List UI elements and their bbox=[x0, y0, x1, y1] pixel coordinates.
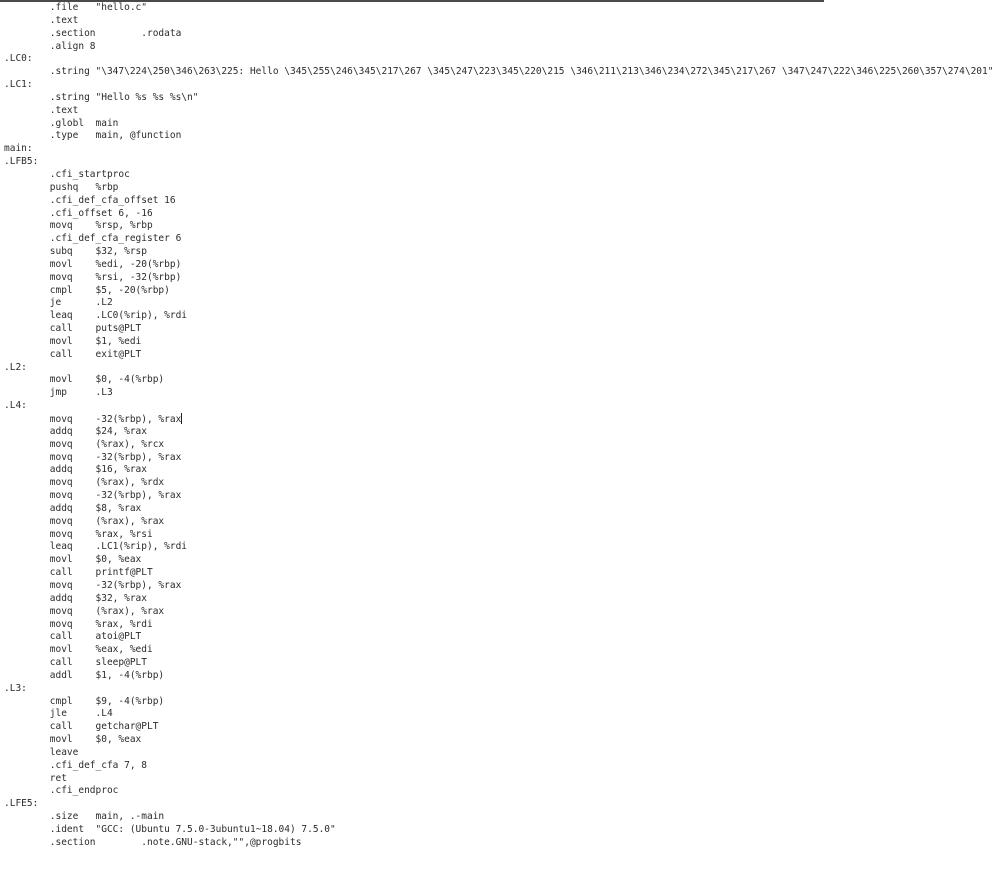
code-line-text: jmp .L3 bbox=[4, 387, 113, 399]
code-line-text: movl $1, %edi bbox=[4, 335, 142, 347]
code-line[interactable] bbox=[4, 310, 993, 323]
code-line[interactable] bbox=[4, 362, 993, 375]
text-cursor bbox=[181, 413, 182, 424]
code-line[interactable] bbox=[4, 734, 993, 747]
code-line-text: leave bbox=[4, 746, 79, 758]
code-line[interactable] bbox=[4, 567, 993, 580]
code-line[interactable] bbox=[4, 413, 993, 426]
code-line-text: movq -32(%rbp), %rax bbox=[4, 414, 182, 425]
code-line-text: call exit@PLT bbox=[4, 348, 142, 360]
code-line-text: movq (%rax), %rax bbox=[4, 605, 165, 617]
code-line-text: call sleep@PLT bbox=[4, 657, 147, 669]
code-line-text: .LFE5: bbox=[4, 798, 39, 810]
code-line[interactable] bbox=[4, 297, 993, 310]
code-line-text: .cfi_def_cfa_offset 16 bbox=[4, 194, 176, 206]
code-line-text: movl $0, %eax bbox=[4, 554, 142, 566]
code-line-text: .cfi_def_cfa 7, 8 bbox=[4, 759, 147, 771]
code-line-text: addq $16, %rax bbox=[4, 464, 147, 476]
code-line-text: movq -32(%rbp), %rax bbox=[4, 451, 182, 463]
code-line-text: .LC0: bbox=[4, 53, 33, 65]
code-line[interactable] bbox=[4, 143, 993, 156]
code-line[interactable] bbox=[4, 477, 993, 490]
code-line-text: .string "\347\224\250\346\263\225: Hello \345\255\246\345\217\267 \345\247\223\345\220\215 \346\211\213\346\234\272\345\217\267 \347\247\222\346\225\260\357\274\201" bbox=[4, 66, 993, 78]
code-line-text: .file "hello.c" bbox=[4, 2, 147, 13]
code-line[interactable] bbox=[4, 208, 993, 221]
code-line[interactable] bbox=[4, 79, 993, 92]
code-line[interactable] bbox=[4, 272, 993, 285]
code-line[interactable] bbox=[4, 246, 993, 259]
code-line[interactable] bbox=[4, 554, 993, 567]
code-line-text: .cfi_offset 6, -16 bbox=[4, 207, 153, 219]
code-line-text: addq $24, %rax bbox=[4, 425, 147, 437]
code-line-text: .section .rodata bbox=[4, 27, 182, 39]
code-line-text: movl $0, -4(%rbp) bbox=[4, 374, 165, 386]
code-line-text: movq %rax, %rsi bbox=[4, 528, 153, 540]
code-line-text: movq (%rax), %rax bbox=[4, 515, 165, 527]
code-line[interactable] bbox=[4, 760, 993, 773]
code-line-text: pushq %rbp bbox=[4, 181, 119, 193]
code-line-text: movq %rax, %rdi bbox=[4, 618, 153, 630]
code-line-text: movl %eax, %edi bbox=[4, 644, 153, 656]
code-line[interactable] bbox=[4, 387, 993, 400]
code-line-text: .cfi_startproc bbox=[4, 168, 130, 180]
code-line-text: .LFB5: bbox=[4, 156, 39, 168]
code-line[interactable] bbox=[4, 66, 993, 79]
code-line[interactable] bbox=[4, 683, 993, 696]
code-line[interactable] bbox=[4, 541, 993, 554]
code-line[interactable] bbox=[4, 220, 993, 233]
code-line[interactable] bbox=[4, 41, 993, 54]
code-line[interactable] bbox=[4, 28, 993, 41]
code-line[interactable] bbox=[4, 374, 993, 387]
code-line[interactable] bbox=[4, 747, 993, 760]
code-line-text: movq -32(%rbp), %rax bbox=[4, 579, 182, 591]
code-line[interactable] bbox=[4, 773, 993, 786]
code-line-text: movl $0, %eax bbox=[4, 734, 142, 746]
code-line[interactable] bbox=[4, 118, 993, 131]
code-line[interactable] bbox=[4, 824, 993, 837]
code-line[interactable] bbox=[4, 644, 993, 657]
code-line[interactable] bbox=[4, 593, 993, 606]
code-line-text: .L4: bbox=[4, 400, 27, 412]
code-line[interactable] bbox=[4, 721, 993, 734]
code-line-text: movq %rsi, -32(%rbp) bbox=[4, 271, 182, 283]
code-line[interactable] bbox=[4, 53, 993, 66]
code-line[interactable] bbox=[4, 657, 993, 670]
code-line-text: .section .note.GNU-stack,"",@progbits bbox=[4, 836, 302, 848]
code-line-text: .ident "GCC: (Ubuntu 7.5.0-3ubuntu1~18.04) 7.5.0" bbox=[4, 824, 336, 835]
code-line[interactable] bbox=[4, 426, 993, 439]
code-line[interactable] bbox=[4, 837, 993, 850]
code-line[interactable] bbox=[4, 464, 993, 477]
code-line[interactable] bbox=[4, 798, 993, 811]
code-line-text: cmpl $5, -20(%rbp) bbox=[4, 284, 170, 296]
code-line-text: jle .L4 bbox=[4, 708, 113, 720]
code-line-text: .L3: bbox=[4, 682, 27, 694]
code-area[interactable] bbox=[4, 2, 993, 850]
code-line[interactable] bbox=[4, 349, 993, 362]
code-line[interactable] bbox=[4, 130, 993, 143]
code-line[interactable] bbox=[4, 811, 993, 824]
code-line-text: .LC1: bbox=[4, 79, 33, 91]
code-line[interactable] bbox=[4, 400, 993, 413]
code-line-text: .cfi_endproc bbox=[4, 785, 119, 797]
code-line-text: movl %edi, -20(%rbp) bbox=[4, 258, 182, 270]
code-line[interactable] bbox=[4, 503, 993, 516]
code-line[interactable] bbox=[4, 439, 993, 452]
code-line[interactable] bbox=[4, 708, 993, 721]
code-line[interactable] bbox=[4, 516, 993, 529]
code-line-text: .text bbox=[4, 104, 79, 116]
code-line[interactable] bbox=[4, 323, 993, 336]
code-line-text: cmpl $9, -4(%rbp) bbox=[4, 695, 165, 707]
code-line-text: call puts@PLT bbox=[4, 323, 142, 335]
code-line[interactable] bbox=[4, 285, 993, 298]
code-line-text: .size main, .-main bbox=[4, 811, 165, 823]
code-line-text: call atoi@PLT bbox=[4, 631, 142, 643]
code-line[interactable] bbox=[4, 529, 993, 542]
code-line-text: ret bbox=[4, 772, 67, 784]
code-line-text: leaq .LC1(%rip), %rdi bbox=[4, 541, 188, 553]
code-line[interactable] bbox=[4, 580, 993, 593]
code-line[interactable] bbox=[4, 156, 993, 169]
code-line[interactable] bbox=[4, 452, 993, 465]
code-line-text: addl $1, -4(%rbp) bbox=[4, 669, 165, 681]
code-line[interactable] bbox=[4, 182, 993, 195]
code-line-text: .type main, @function bbox=[4, 130, 182, 142]
code-line[interactable] bbox=[4, 169, 993, 182]
code-line[interactable] bbox=[4, 670, 993, 683]
code-line[interactable] bbox=[4, 490, 993, 503]
code-line[interactable] bbox=[4, 259, 993, 272]
code-line[interactable] bbox=[4, 619, 993, 632]
code-line[interactable] bbox=[4, 606, 993, 619]
code-line[interactable] bbox=[4, 785, 993, 798]
code-line-text: addq $8, %rax bbox=[4, 502, 142, 514]
code-line-text: leaq .LC0(%rip), %rdi bbox=[4, 310, 188, 322]
code-line-text: .cfi_def_cfa_register 6 bbox=[4, 233, 182, 245]
code-line-text: addq $32, %rax bbox=[4, 592, 147, 604]
code-line[interactable] bbox=[4, 195, 993, 208]
code-line-text: movq -32(%rbp), %rax bbox=[4, 490, 182, 502]
code-line[interactable] bbox=[4, 105, 993, 118]
code-line-text: je .L2 bbox=[4, 297, 113, 309]
code-line[interactable] bbox=[4, 15, 993, 28]
code-line[interactable] bbox=[4, 2, 993, 15]
code-line-text: call getchar@PLT bbox=[4, 721, 159, 733]
code-line[interactable] bbox=[4, 92, 993, 105]
code-line-text: call printf@PLT bbox=[4, 567, 153, 579]
code-line[interactable] bbox=[4, 336, 993, 349]
code-line-text: movq %rsp, %rbp bbox=[4, 220, 153, 232]
code-line-text: subq $32, %rsp bbox=[4, 246, 147, 258]
code-line[interactable] bbox=[4, 233, 993, 246]
code-line-text: .text bbox=[4, 14, 79, 26]
code-line-text: .align 8 bbox=[4, 40, 96, 52]
code-line[interactable] bbox=[4, 696, 993, 709]
code-line-text: main: bbox=[4, 143, 33, 155]
code-line[interactable] bbox=[4, 631, 993, 644]
code-line-text: movq (%rax), %rdx bbox=[4, 477, 165, 489]
code-line-text: .L2: bbox=[4, 361, 27, 373]
code-line-text: .string "Hello %s %s %s\n" bbox=[4, 91, 199, 103]
code-line-text: .globl main bbox=[4, 117, 119, 129]
code-line-text: movq (%rax), %rcx bbox=[4, 438, 165, 450]
